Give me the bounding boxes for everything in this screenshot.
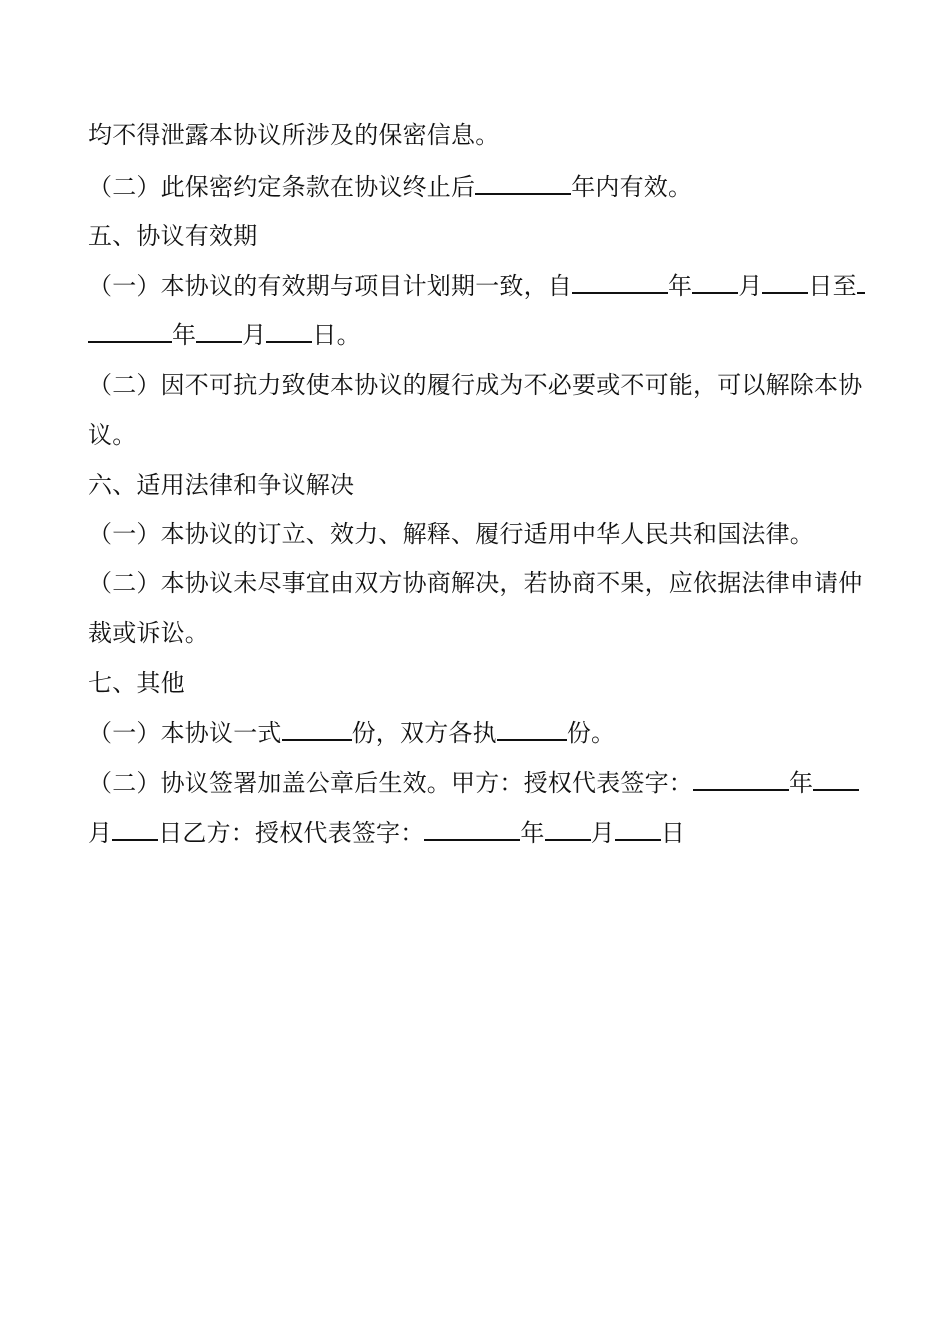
text: 年: [668, 272, 693, 300]
blank-field: [196, 319, 242, 343]
text: 年: [520, 819, 545, 847]
text: 份，双方各执: [351, 719, 497, 747]
text: （二）协议签署加盖公章后生效。甲方：授权代表签字：: [88, 769, 693, 797]
text: （二）本协议未尽事宜由双方协商解决，若协商不果，应依据法律申请仲: [88, 569, 863, 597]
section-heading: [88, 470, 354, 500]
blank-field: [615, 817, 661, 841]
text: 月: [242, 321, 267, 349]
paragraph-line: [88, 767, 859, 798]
text: （二）因不可抗力致使本协议的履行成为不必要或不可能，可以解除本协: [88, 371, 863, 399]
section-heading: [88, 221, 257, 251]
text: 五、协议有效期: [88, 222, 258, 250]
text: 年: [172, 321, 197, 349]
text: 裁或诉讼。: [88, 619, 209, 647]
blank-field: [282, 717, 352, 741]
text: 月: [590, 819, 615, 847]
blank-field: [266, 319, 312, 343]
text: （一）本协议的有效期与项目计划期一致，自: [88, 272, 572, 300]
text: （一）本协议的订立、效力、解释、履行适用中华人民共和国法律。: [88, 520, 814, 548]
blank-field: [692, 270, 738, 294]
text: （二）此保密约定条款在协议终止后: [88, 173, 476, 201]
text: 日乙方：授权代表签字：: [158, 819, 425, 847]
paragraph-line: [88, 618, 209, 648]
paragraph-line: [88, 171, 692, 202]
blank-field: [857, 270, 865, 294]
text: 月: [738, 272, 763, 300]
text: 月: [88, 819, 113, 847]
text: 日: [660, 819, 686, 847]
blank-field: [813, 767, 859, 791]
text: 年内有效。: [571, 173, 693, 201]
paragraph-line: [88, 568, 862, 598]
blank-field: [475, 171, 571, 195]
paragraph-line: [88, 817, 685, 848]
blank-field: [497, 717, 567, 741]
paragraph-line: [88, 270, 865, 301]
paragraph-line: [88, 319, 361, 350]
paragraph-line: [88, 420, 136, 450]
text: 议。: [88, 421, 137, 449]
blank-field: [545, 817, 591, 841]
text: 六、适用法律和争议解决: [88, 471, 355, 499]
blank-field: [112, 817, 158, 841]
blank-field: [572, 270, 668, 294]
blank-field: [693, 767, 789, 791]
text: 年: [789, 769, 814, 797]
text: （一）本协议一式: [88, 719, 282, 747]
blank-field: [424, 817, 520, 841]
text: 均不得泄露本协议所涉及的保密信息。: [88, 121, 500, 149]
paragraph-line: [88, 370, 862, 400]
paragraph-line: [88, 717, 615, 748]
text: 日至: [808, 272, 857, 300]
blank-field: [762, 270, 808, 294]
blank-field: [88, 319, 172, 343]
paragraph-line: [88, 519, 814, 549]
paragraph-line: [88, 120, 499, 150]
text: 份。: [566, 719, 616, 747]
section-heading: [88, 668, 185, 698]
text: 七、其他: [88, 669, 185, 697]
text: 日。: [312, 321, 361, 349]
